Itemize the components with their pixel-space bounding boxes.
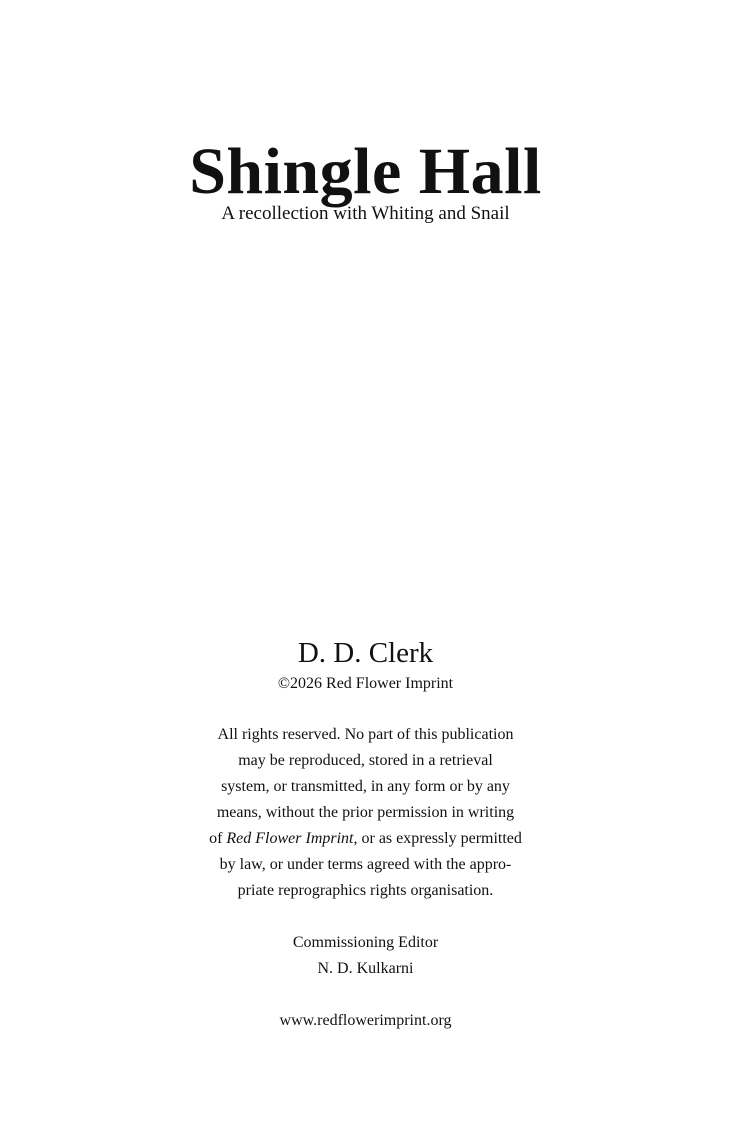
rights-line — [180, 826, 551, 852]
rights-line-suffix: , or as expressly permitted — [353, 830, 522, 847]
editor-role: Commissioning Editor — [292, 934, 439, 951]
rights-line: All rights reserved. No part of this publication — [217, 726, 514, 743]
author-name: D. D. Clerk — [297, 637, 434, 669]
rights-statement — [180, 722, 551, 904]
editor-name: N. D. Kulkarni — [317, 960, 414, 977]
rights-line: means, without the prior permission in writing — [216, 804, 515, 821]
publisher-name-italic: Red Flower Imprint — [226, 830, 354, 847]
website — [0, 1010, 731, 1032]
rights-line: priate reprographics rights organisation. — [237, 882, 494, 899]
book-subtitle: A recollection with Whiting and Snail — [221, 203, 510, 224]
copyright-notice: ©2026 Red Flower Imprint — [277, 675, 454, 692]
book-title: Shingle Hall — [189, 135, 542, 208]
rights-line: system, or transmitted, in any form or by any — [221, 778, 510, 795]
rights-line: by law, or under terms agreed with the appro- — [219, 856, 512, 873]
rights-line-prefix: of — [209, 830, 227, 847]
rights-line: may be reproduced, stored in a retrieval — [238, 752, 493, 769]
website-link[interactable]: www.redflowerimprint.org — [279, 1012, 452, 1029]
